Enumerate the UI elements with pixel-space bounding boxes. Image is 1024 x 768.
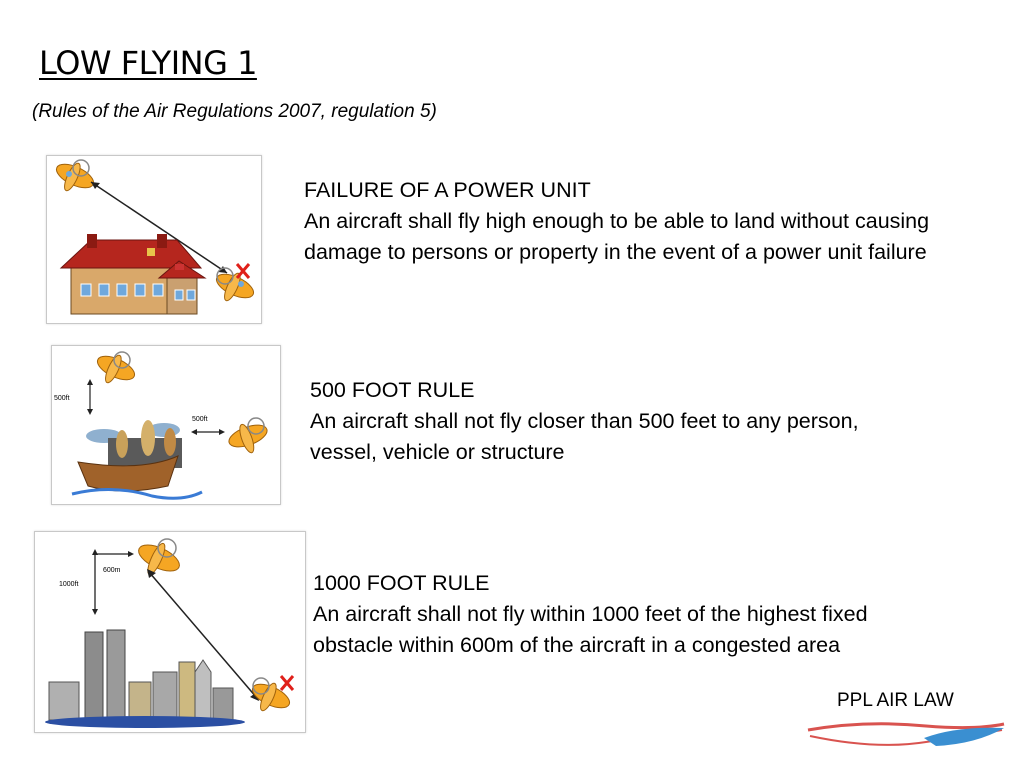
ppl-swoosh-logo xyxy=(806,716,1006,752)
section-body: An aircraft shall not fly within 1000 feet of the highest fixed obstacle within 600m of the aircraft in a congested area xyxy=(313,602,868,657)
airplane-icon xyxy=(226,418,270,454)
section-body: An aircraft shall not fly closer than 500 feet to any person, vessel, vehicle or structure xyxy=(310,409,859,464)
footer-label: PPL AIR LAW xyxy=(837,690,954,711)
section-heading: FAILURE OF A POWER UNIT xyxy=(304,178,591,202)
airplane-icon xyxy=(213,268,257,303)
horizontal-distance-label: 500ft xyxy=(192,416,208,423)
section-heading: 1000 FOOT RULE xyxy=(313,571,490,595)
airplane-icon xyxy=(94,351,138,384)
vertical-distance-label: 500ft xyxy=(54,395,70,402)
house-illustration xyxy=(61,234,205,314)
1000-foot-rule-section xyxy=(313,568,963,661)
failure-x-icon xyxy=(281,676,293,690)
airplane-icon xyxy=(53,159,97,192)
section-heading: 500 FOOT RULE xyxy=(310,378,475,402)
horizontal-distance-label: 600m xyxy=(103,567,121,574)
1000-foot-rule-illustration xyxy=(34,531,306,733)
city-skyline-illustration xyxy=(45,630,245,728)
slide-subtitle: (Rules of the Air Regulations 2007, regulation 5) xyxy=(32,101,437,122)
failure-x-icon xyxy=(237,264,249,278)
power-unit-failure-section xyxy=(304,175,984,268)
airplane-icon xyxy=(135,539,183,576)
power-failure-illustration xyxy=(46,155,262,324)
section-body: An aircraft shall fly high enough to be able to land without causing damage to persons or property in the event of a power unit failure xyxy=(304,209,930,264)
500-foot-rule-section xyxy=(310,375,910,468)
slide-title: LOW FLYING 1 xyxy=(39,44,257,82)
vertical-distance-label: 1000ft xyxy=(59,581,79,588)
500-foot-rule-illustration xyxy=(51,345,281,505)
